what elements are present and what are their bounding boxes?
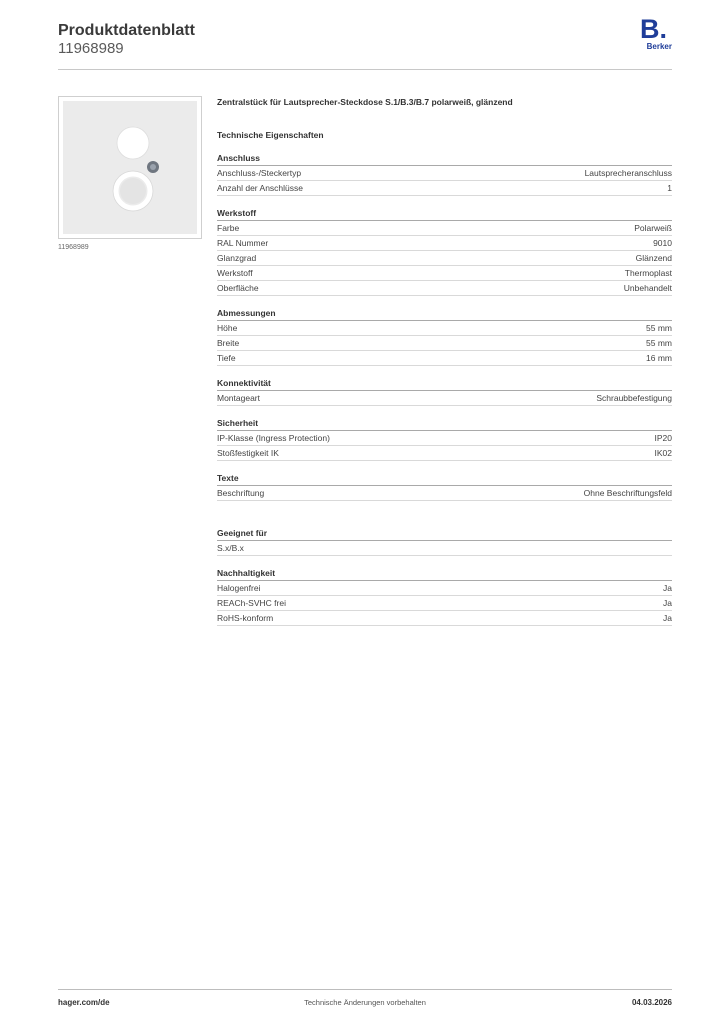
spec-row: Montageart Schraubbefestigung xyxy=(217,391,672,406)
group-heading: Abmessungen xyxy=(217,306,672,321)
document-title: Produktdatenblatt xyxy=(58,22,195,39)
spec-group-texte xyxy=(217,471,672,501)
product-specs xyxy=(217,96,672,626)
speaker-socket-illustration xyxy=(63,101,197,234)
spec-row: Stoßfestigkeit IK IK02 xyxy=(217,446,672,461)
spec-row: Glanzgrad Glänzend xyxy=(217,251,672,266)
spec-group-nachhaltigkeit xyxy=(217,566,672,626)
group-heading: Nachhaltigkeit xyxy=(217,566,672,581)
group-heading: Texte xyxy=(217,471,672,486)
spec-row: IP-Klasse (Ingress Protection) IP20 xyxy=(217,431,672,446)
spec-row: Halogenfrei Ja xyxy=(217,581,672,596)
spec-row: Höhe 55 mm xyxy=(217,321,672,336)
group-heading: Sicherheit xyxy=(217,416,672,431)
product-title: Zentralstück für Lautsprecher-Steckdose S.1/B.3/B.7 polarweiß, glänzend xyxy=(217,97,513,107)
image-caption: 11968989 xyxy=(58,244,89,251)
group-heading: Konnektivität xyxy=(217,376,672,391)
product-image xyxy=(58,96,202,239)
footer-website: hager.com/de xyxy=(58,998,110,1007)
spec-row: Breite 55 mm xyxy=(217,336,672,351)
spec-row: Oberfläche Unbehandelt xyxy=(217,281,672,296)
spec-row: RoHS-konform Ja xyxy=(217,611,672,626)
product-image-plate xyxy=(63,101,197,234)
spec-row: RAL Nummer 9010 xyxy=(217,236,672,251)
spec-row: Farbe Polarweiß xyxy=(217,221,672,236)
spec-group-abmessungen xyxy=(217,306,672,366)
group-heading: Geeignet für xyxy=(217,526,672,541)
document-number: 11968989 xyxy=(58,40,124,57)
group-heading: Werkstoff xyxy=(217,206,672,221)
section-title: Technische Eigenschaften xyxy=(217,130,324,140)
spec-row: S.x/B.x xyxy=(217,541,672,556)
brand-letter: B. xyxy=(639,14,667,44)
spec-group-konnektivitaet xyxy=(217,376,672,406)
spec-group-werkstoff xyxy=(217,206,672,296)
page-header xyxy=(58,14,672,70)
footer-date: 04.03.2026 xyxy=(631,998,672,1007)
spec-row: Anschluss-/Steckertyp Lautsprecheranschluss xyxy=(217,166,672,181)
berker-logo xyxy=(638,14,672,54)
footer-note: Technische Änderungen vorbehalten xyxy=(304,998,426,1007)
group-heading: Anschluss xyxy=(217,151,672,166)
spec-row: Beschriftung Ohne Beschriftungsfeld xyxy=(217,486,672,501)
spec-row: Tiefe 16 mm xyxy=(217,351,672,366)
spec-group-geeignet-fuer xyxy=(217,526,672,556)
spec-group-anschluss xyxy=(217,151,672,196)
spec-row: Werkstoff Thermoplast xyxy=(217,266,672,281)
spec-row: REACh-SVHC frei Ja xyxy=(217,596,672,611)
brand-name: Berker xyxy=(646,42,672,51)
page-footer xyxy=(58,989,672,1010)
spec-row: Anzahl der Anschlüsse 1 xyxy=(217,181,672,196)
spec-group-sicherheit xyxy=(217,416,672,461)
